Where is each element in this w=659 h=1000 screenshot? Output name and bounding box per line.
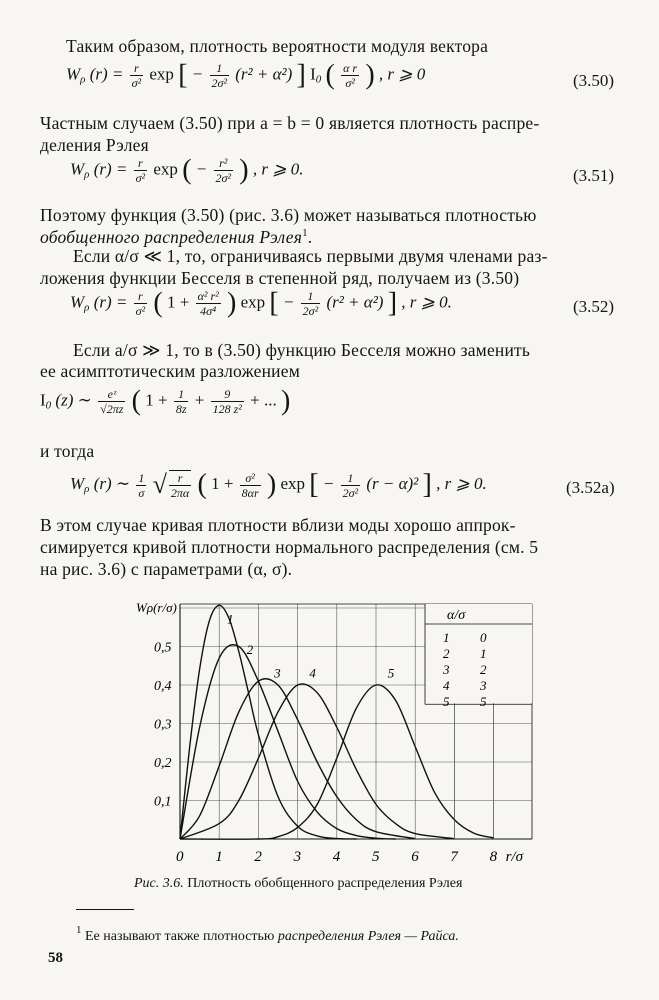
legend-header: α/σ <box>447 608 466 623</box>
equation-3-52a: $W_\rho$ (r) ∼ $\frac{1}{\sigma}$ √ $\frac{r}{2\pi\alpha}$ ( 1 + $\frac{\text{σ²}}{8\alpha r}$ ) exp [ − $\frac{1}{\text{2σ²}}$ (r − α)² ] , r ⩾ 0. <box>70 469 487 500</box>
y-tick-label: 0,1 <box>154 794 172 810</box>
curve-label-2: 2 <box>246 642 254 658</box>
para5-line1: Если a/σ ≫ 1, то в (3.50) функцию Бесселя можно заменить <box>73 340 531 360</box>
para6: и тогда <box>40 441 95 461</box>
equation-number-3-52a: (3.52a) <box>566 478 615 497</box>
para2-line2: деления Рэлея <box>40 135 149 155</box>
curve-label-3: 3 <box>274 665 281 681</box>
x-tick-label: 1 <box>215 849 223 865</box>
curve-label-5: 5 <box>387 665 395 681</box>
y-tick-label: 0,4 <box>154 679 172 694</box>
equation-number-3-52: (3.52) <box>573 297 615 316</box>
x-tick-label: 6 <box>411 849 419 865</box>
para3-line1: Поэтому функция (3.50) (рис. 3.6) может называться плотностью <box>40 205 537 225</box>
legend-cell-alpha: 2 <box>443 646 450 661</box>
x-tick-label: 7 <box>450 849 458 865</box>
x-tick-label: 3 <box>293 849 302 865</box>
legend-cell-sigma: 2 <box>480 662 487 677</box>
page-number: 58 <box>48 950 63 966</box>
para4-line1: Если α/σ ≪ 1, то, ограничиваясь первыми двумя членами раз- <box>73 246 548 266</box>
equation-3-51: $W_\rho$ (r) = $\frac{r}{\text{σ²}}$ exp ( − $\frac{\text{r²}}{\text{2σ²}}$ ) , r ⩾ 0. <box>70 154 304 186</box>
equation-3-52: $W_\rho$ (r) = $\frac{r}{\text{σ²}}$ ( 1 + $\frac{\text{α² r²}}{\text{4σ⁴}}$ ) exp [ − $\frac{1}{\text{2σ²}}$ (r² + α²) ] , r ⩾ 0. <box>70 287 452 319</box>
legend-cell-sigma: 5 <box>480 694 487 709</box>
footnote-rule <box>76 909 134 910</box>
legend-cell-alpha: 1 <box>443 630 450 645</box>
para4-line2: ложения функции Бесселя в степенной ряд, получаем из (3.50) <box>40 268 520 288</box>
para7-line3: на рис. 3.6) с параметрами (α, σ). <box>40 559 293 579</box>
para5-line2: ее асимптотическим разложением <box>40 361 300 381</box>
legend-cell-alpha: 3 <box>443 662 450 677</box>
figure-caption: Рис. 3.6. Плотность обобщенного распределения Рэлея <box>134 876 463 891</box>
y-tick-label: 0,3 <box>154 717 172 733</box>
y-axis-label: Wρ(r/σ) <box>136 600 177 615</box>
x-tick-label: 8 <box>489 849 498 865</box>
para2-line1: Частным случаем (3.50) при a = b = 0 является плотность распре- <box>40 113 540 133</box>
x-tick-label: 4 <box>332 849 341 865</box>
x-tick-label: 0 <box>176 849 184 865</box>
para7-line1: В этом случае кривая плотности вблизи моды хорошо аппрок- <box>40 515 516 535</box>
y-tick-label: 0,5 <box>154 640 172 656</box>
legend-cell-sigma: 0 <box>480 630 487 645</box>
y-tick-label: 0,2 <box>154 756 172 771</box>
curve-1 <box>180 605 356 839</box>
legend-cell-alpha: 4 <box>443 678 450 693</box>
legend-cell-alpha: 5 <box>443 694 450 709</box>
legend-cell-sigma: 3 <box>480 678 487 693</box>
curve-2 <box>180 645 396 839</box>
equation-number-3-50: (3.50) <box>573 71 615 90</box>
equation-asymptotic: $I_0$ (z) ∼ $\frac{\text{eᶻ}}{√2\pi z}$ ( 1 + $\frac{1}{8z}$ + $\frac{9}{\text{128 z²}}$ + ... ) <box>40 385 291 417</box>
para1: Таким образом, плотность вероятности модуля вектора <box>66 36 489 56</box>
curve-label-4: 4 <box>309 665 316 681</box>
legend-cell-sigma: 1 <box>480 646 487 661</box>
footnote: $^1$ Ее называют также плотностью распределения Рэлея — Райса. <box>76 924 459 944</box>
equation-number-3-51: (3.51) <box>573 166 615 185</box>
figure-3-6-chart <box>130 592 550 877</box>
x-tick-label: 2 <box>254 849 262 865</box>
para3-line2: обобщенного распределения Рэлея$^1$. <box>40 227 313 247</box>
x-axis-label: r/σ <box>505 849 524 865</box>
equation-3-50: $W_\rho$ (r) = $\frac{r}{\text{σ²}}$ exp [ − $\frac{1}{\text{2σ²}}$ (r² + α²) ] $I_0$ ( $\frac{\text{α r}}{\text{σ²}}$ ) , r ⩾ 0 <box>66 59 426 91</box>
x-tick-label: 5 <box>372 849 380 865</box>
para7-line2: симируется кривой плотности нормального распределения (см. 5 <box>40 537 539 557</box>
curve-label-1: 1 <box>227 611 234 627</box>
legend-bg <box>425 604 532 703</box>
